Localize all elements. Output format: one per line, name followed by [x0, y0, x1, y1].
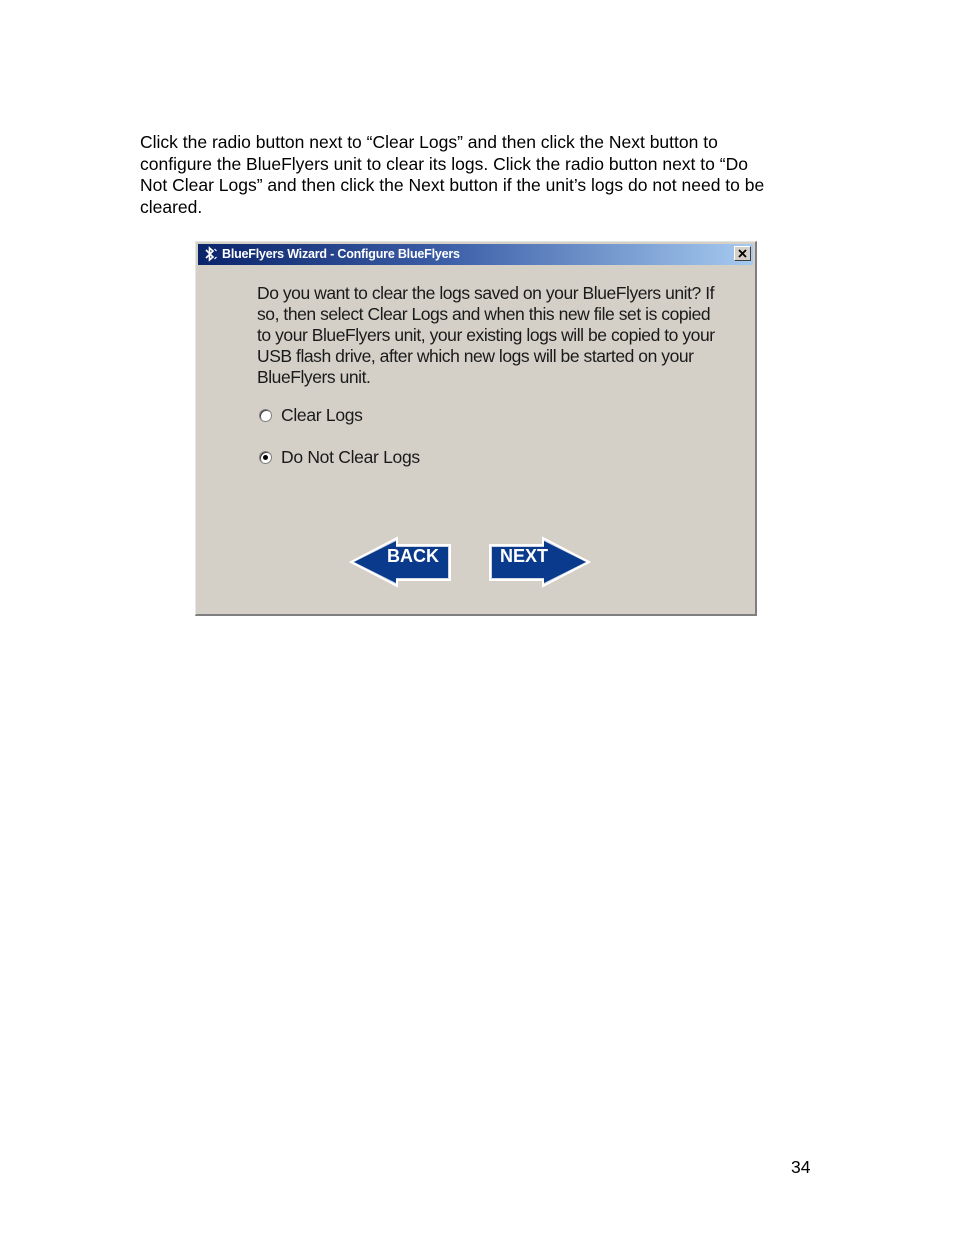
next-label: NEXT [500, 546, 549, 566]
back-label: BACK [387, 546, 439, 566]
intro-text: Click the radio button next to “Clear Logs” and then click the Next button to configure the BlueFlyers unit to clear its logs. Click the radio button next to “Do Not Clear Logs” and then click the Next button if the unit’s logs do not need to be cleared. [140, 132, 765, 218]
dialog-message: Do you want to clear the logs saved on your BlueFlyers unit? If so, then select Clear Logs and when this new file set is copied to your BlueFlyers unit, your existing logs will be copied to your USB flash drive, after which new logs will be started on your BlueFlyers unit. [257, 283, 715, 387]
radio-label-do-not-clear-logs[interactable]: Do Not Clear Logs [281, 446, 420, 467]
intro-paragraph [140, 132, 830, 219]
close-icon [738, 249, 747, 258]
radio-dot [263, 455, 268, 460]
next-button[interactable] [487, 536, 591, 588]
radio-unselected-icon[interactable] [259, 409, 272, 422]
bluetooth-icon [202, 246, 218, 262]
radio-clear-logs[interactable] [259, 404, 363, 426]
radio-selected-icon[interactable] [259, 451, 272, 464]
close-button[interactable] [734, 246, 751, 261]
dialog-title: BlueFlyers Wizard - Configure BlueFlyers [222, 247, 460, 261]
dialog-titlebar [198, 244, 753, 265]
back-button[interactable] [349, 536, 453, 588]
page-number: 34 [791, 1157, 811, 1177]
wizard-dialog [195, 241, 757, 616]
radio-label-clear-logs[interactable]: Clear Logs [281, 404, 363, 425]
radio-do-not-clear-logs[interactable] [259, 446, 420, 468]
